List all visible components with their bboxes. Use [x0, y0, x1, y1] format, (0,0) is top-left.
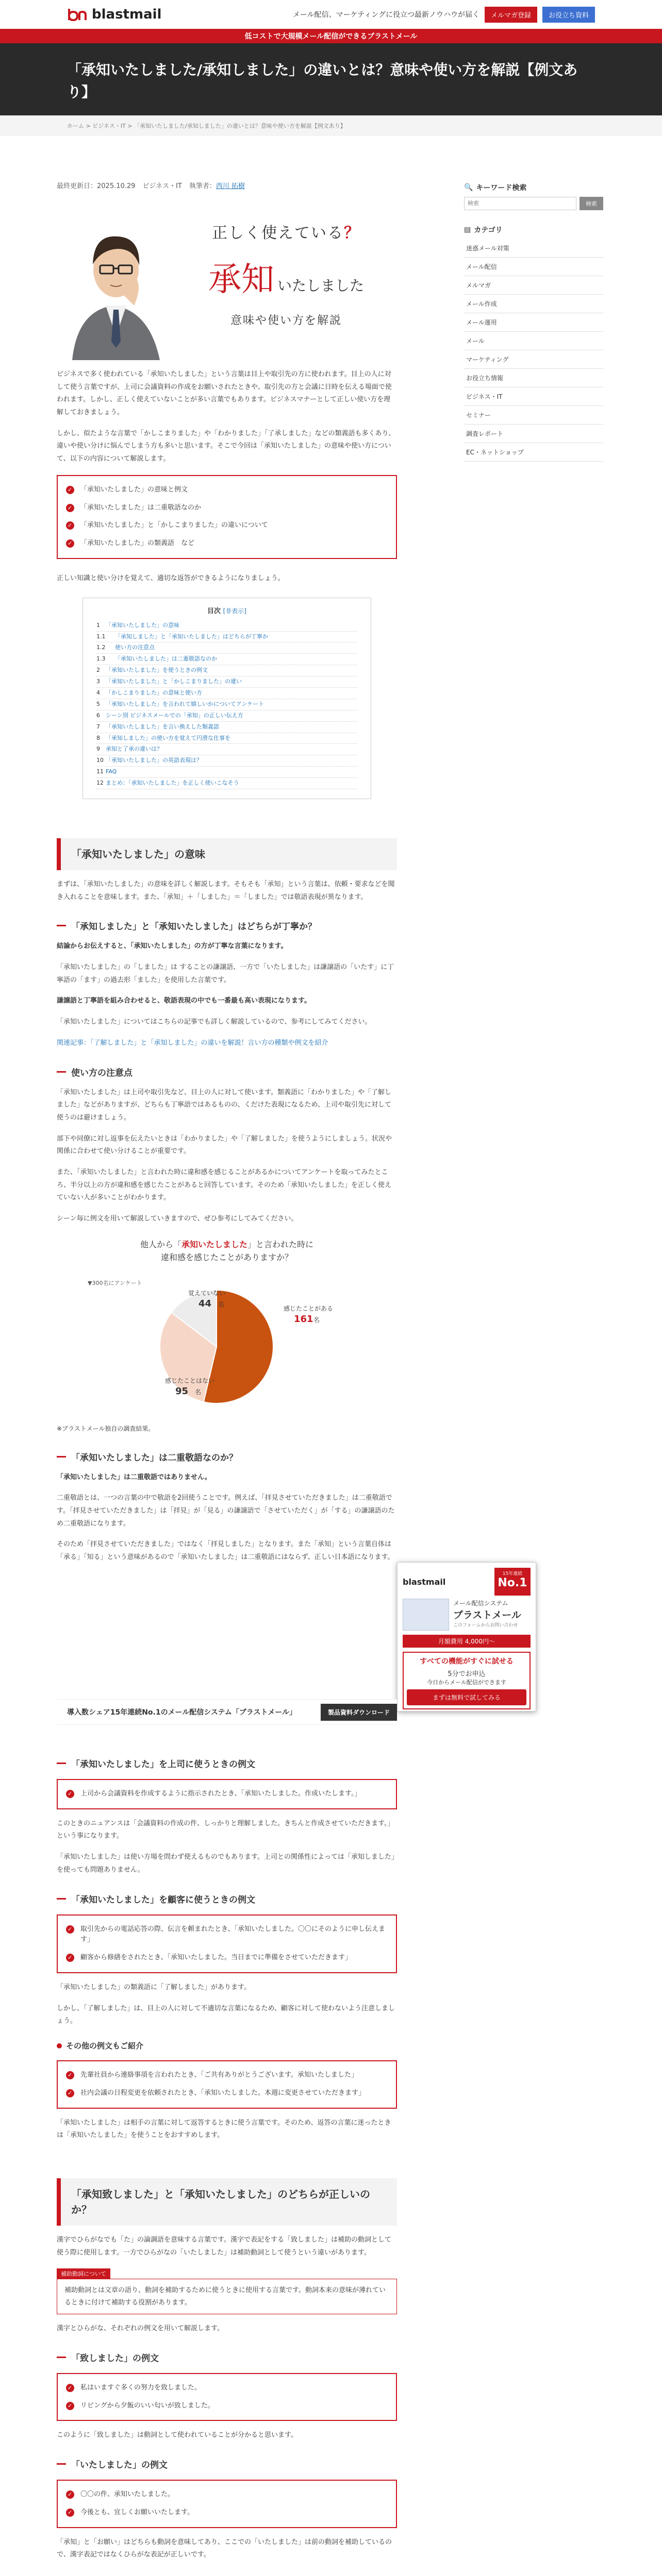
chart-title-part: 」と言われた時に — [247, 1239, 314, 1249]
example-item: リビングから夕飯のいい匂いが致しました。 ✓ — [66, 2397, 388, 2415]
slice-unit: 名 — [313, 1316, 320, 1324]
article-category[interactable]: ビジネス・IT — [142, 182, 182, 190]
example-item: 先輩社員から連絡事項を言われたとき、「ご共有ありがとうございます。承知いたしました」 ✓ — [66, 2066, 388, 2084]
category-item[interactable]: EC・ネットショップ — [464, 443, 603, 462]
related-link[interactable]: 関連記事：「了解しました」と「承知しました」の違いを解説！言い方の種類や例文を紹介 — [57, 1039, 328, 1047]
toc-number: 11 — [96, 768, 104, 775]
eyecatch-main: 承知 — [208, 261, 274, 299]
category-item[interactable]: メール作成 — [464, 295, 603, 313]
slice-label: 覚えていない — [188, 1289, 226, 1297]
check-item: 「承知いたしました」の意味と例文 ✓ — [66, 481, 388, 499]
eyecatch-image — [57, 208, 397, 360]
toc-link[interactable]: 「承知いたしました」は二重敬語なのか — [115, 655, 217, 663]
toc-link[interactable]: 「承知しました」の使い方を覚えて円滑な仕事を — [106, 734, 230, 741]
eyecatch-question-mark: ？ — [344, 224, 360, 242]
toc-number: 1.1 — [96, 633, 106, 640]
related-article-link[interactable] — [57, 1037, 397, 1050]
body-text: 「承知いたしました」は上司や取引先など、目上の人に対して使います。類義語に「わかりました」や「了解しました」などがありますが、どちらも丁寧語ではあるものの、くだけた表現になるため、上司や取引先に対して使うのは避けましょう。 — [57, 1088, 391, 1122]
chart-source: ※ブラストメール独自の調査結果。 — [57, 1425, 155, 1432]
toc-toggle[interactable]: [非表示] — [223, 607, 246, 615]
toc-item[interactable] — [96, 676, 357, 688]
toc-link[interactable]: 「承知いたしました」を言い換えした類義語 — [106, 723, 219, 730]
example-box — [57, 2060, 397, 2109]
intro-paragraph: ビジネスで多く使われている「承知いたしました」という言葉は目上や取引先の方に使われます。目上の人に対して使う言葉ですが、上司に会議資料の作成をお願いされたときや、取引先の方と会議に日時を伝える場面で使われます。しかし、正しく使えていないことが多い言葉でもあります。ビジネスマナーとして正しい使い方を理解しておきましょう。 — [57, 370, 392, 417]
example-item: 取引先からの電話応答の際、伝言を頼まれたとき、「承知いたしました。〇〇にそのように申し伝えます」 ✓ — [66, 1921, 388, 1950]
toc-number: 1 — [96, 621, 100, 629]
ad-screenshot — [403, 1599, 449, 1631]
example-box — [57, 1779, 397, 1809]
banner-text: 導入数シェア15年連続No.1のメール配信システム「ブラストメール」 — [67, 1708, 297, 1717]
toc-item[interactable] — [96, 632, 357, 643]
example-item: 顧客から修繕をされたとき、「承知いたしました。当日までに準備をさせていただきます」 ✓ — [66, 1949, 388, 1967]
table-of-contents — [82, 598, 371, 799]
no1-badge — [494, 1568, 531, 1596]
toc-item[interactable] — [96, 620, 357, 632]
category-heading — [464, 225, 603, 235]
toc-number: 7 — [96, 723, 100, 730]
category-item[interactable]: マーケティング — [464, 350, 603, 369]
example-box — [57, 1914, 397, 1973]
eyecatch-question: 正しく使えている — [212, 224, 344, 242]
toc-item[interactable] — [96, 710, 357, 722]
category-title: カテゴリ — [474, 226, 503, 234]
body-text: このように「致しました」は動詞として使われていることが分かると思います。 — [57, 2431, 297, 2439]
folder-icon: ▤ — [464, 226, 471, 234]
article-continued — [57, 1741, 397, 2576]
author-label: 執筆者： — [189, 182, 216, 190]
body-text: 部下や同僚に対し返事を伝えたいときは「わかりました」や「了解しました」を使うようにしましょう。状況や関係に合わせて使い分けることが重要です。 — [57, 1134, 392, 1156]
toc-link[interactable]: シーン別 ビジネスメールでの「承知」の正しい伝え方 — [106, 711, 243, 719]
toc-item[interactable] — [96, 699, 357, 710]
subsection-heading: 使い方の注意点 — [57, 1065, 397, 1078]
category-item[interactable]: 迷惑メール対策 — [464, 239, 603, 258]
ad-title-small: メール配信システム — [453, 1600, 508, 1607]
toc-item[interactable] — [96, 755, 357, 767]
category-item[interactable]: メール運用 — [464, 313, 603, 332]
body-text: しかし、「了解しました」は、目上の人に対して不適切な言葉になるため、顧客に対して使わないよう注意しましょう。 — [57, 2004, 395, 2025]
minor-heading: その他の例文もご紹介 — [57, 2040, 397, 2051]
example-item: 社内会議の日程変更を依頼されたとき、「承知いたしました。本週に変更させていただきます」 ✓ — [66, 2084, 388, 2103]
body-text: 「承知いたしました」の類義語に「了解しました」があります。 — [57, 1983, 251, 1991]
slice-label: 感じたことはない — [165, 1377, 215, 1384]
eyecatch-main-tail: いたしました — [277, 277, 364, 294]
toc-link[interactable]: 使い方の注意点 — [115, 644, 155, 651]
toc-link[interactable]: 「承知いたしました」の英語表現は？ — [106, 757, 202, 764]
category-item[interactable]: メルマガ — [464, 276, 603, 295]
ad-title: ブラストメール — [453, 1609, 521, 1621]
intro-paragraph: 正しい知識と使い分けを覚えて、適切な返答ができるようになりましょう。 — [57, 574, 285, 582]
toc-list — [96, 620, 357, 789]
category-list — [464, 239, 603, 462]
body-text: 漢字でひらがなでも「た」の論調語を意味する言葉です。漢字で表記をする「致しました」は補助の動詞として使う際に使用します。一方でひらがなの「いたしました」は補助動詞として使うという違いがあります。 — [57, 2235, 391, 2257]
body-text: 「承知いたしました」の「しました」は することの謙譲語、一方で「いたしました」は謙譲語の「いたす」に丁寧語の「ます」の過去形「ました」を使用した言葉です。 — [57, 963, 394, 984]
toc-link[interactable]: 「承知いたしました」の意味 — [106, 621, 179, 629]
product-banner[interactable] — [57, 1699, 397, 1725]
businessman-illustration — [57, 208, 175, 360]
chart-title-part: 他人から「 — [140, 1239, 181, 1249]
article-main — [57, 136, 397, 1564]
page-title: 「承知いたしました/承知しました」の違いとは？意味や使い方を解説【例文あり】 — [67, 61, 578, 101]
page-hero — [0, 43, 662, 115]
subsection-heading: 「承知しました」と「承知いたしました」はどちらが丁寧か？ — [57, 919, 397, 932]
toc-item[interactable] — [96, 688, 357, 699]
check-item: 「承知いたしました」の類義語 など ✓ — [66, 535, 388, 553]
section-heading: 「承知致しました」と「承知いたしました」のどちらが正しいのか？ — [57, 2178, 397, 2226]
body-text: 「承知いたしました」は相手の言葉に対して返答するときに使う言葉です。そのため、返答の言葉に迷ったときは「承知いたしました」を使うことをおすすめします。 — [57, 2119, 391, 2140]
toc-title: 目次 — [207, 607, 221, 615]
survey-chart — [88, 1238, 366, 1421]
search-icon: 🔍 — [464, 183, 473, 192]
toc-item[interactable] — [96, 733, 357, 744]
body-text: 結論からお伝えすると、「承知いたしました」の方が丁寧な言葉になります。 — [57, 942, 288, 951]
site-header — [0, 0, 662, 29]
body-text: 「承知いたしました」は使い方場を問わず使えるものでもあります。上司との関係性によっては「承知しました」を使っても問題ありません。 — [57, 1853, 395, 1874]
toc-number: 3 — [96, 678, 100, 685]
toc-item[interactable] — [96, 767, 357, 778]
slice-label: 感じたことがある — [284, 1304, 334, 1312]
toc-item[interactable] — [96, 722, 357, 733]
chart-title — [88, 1238, 366, 1264]
chart-title-line2: 違和感を感じたことがありますか？ — [160, 1252, 293, 1263]
search-heading — [464, 182, 603, 193]
subsection-heading: 「承知いたしました」を上司に使うときの例文 — [57, 1757, 397, 1770]
sidebar — [464, 182, 603, 462]
toc-item[interactable] — [96, 744, 357, 755]
body-text: 「承知いたしました」は二重敬語ではありません。 — [57, 1473, 211, 1481]
body-text: このときのニュアンスは「会議資料の作成の件、しっかりと理解しました。きちんと作成させていただきます。」という事になります。 — [57, 1819, 394, 1840]
category-item[interactable]: メール配信 — [464, 258, 603, 276]
category-item[interactable]: セミナー — [464, 406, 603, 425]
promo-strip[interactable]: 低コストで大規模メール配信ができるブラストメール — [0, 29, 662, 43]
toc-link[interactable]: まとめ：「承知いたしました」を正しく使いこなそう — [106, 779, 239, 787]
search-input[interactable] — [464, 197, 576, 210]
category-item[interactable]: 調査レポート — [464, 425, 603, 443]
toc-link[interactable]: 「承知いたしました」を使うときの例文 — [106, 667, 208, 674]
ad-cta-mid: 今日からメール配信ができます — [427, 1679, 506, 1686]
category-item[interactable]: お役立ち情報 — [464, 369, 603, 387]
toc-number: 9 — [96, 745, 100, 753]
subsection-heading: 「いたしました」の例文 — [57, 2458, 397, 2470]
download-button[interactable]: 製品資料ダウンロード — [321, 1704, 397, 1721]
toc-number: 6 — [96, 711, 100, 719]
ad-logo: blastmail — [403, 1577, 446, 1587]
body-text: 二重敬語とは、一つの言葉の中で敬語を2回使うことです。例えば、「拝見させていただきました」は二重敬語です。「拝見させていただきました」は「拝見」が「見る」の謙譲語で「させていただく」が「する」の謙譲語のため二重敬語になります。 — [57, 1494, 395, 1528]
toc-number: 5 — [96, 700, 100, 707]
slice-unit: 名 — [195, 1388, 202, 1396]
toc-number: 2 — [96, 667, 100, 674]
pie-chart — [88, 1264, 366, 1419]
toc-number: 4 — [96, 689, 100, 697]
check-item: 「承知いたしました」と「かしこまりました」の違いについて ✓ — [66, 517, 388, 535]
body-text: 「承知」と「お願い」はどちらも動詞を意味してあり、ここでの「いたしました」は前の動詞を補助しているので、漢字表記ではなくひらがな表記が正しいです。 — [57, 2538, 392, 2559]
category-item[interactable]: ビジネス・IT — [464, 387, 603, 406]
toc-link[interactable]: 「かしこまりました」の意味と使い方 — [106, 689, 202, 697]
slice-value: 44 — [198, 1298, 212, 1309]
intro-paragraph: しかし、似たような言葉で「かしこまりました」や「わかりました」「了承しました」などの類義語も多くあり、違いや使い分けに悩んでしまう方も多いと思います。そこで今回は「承知いたしました」の意味や使い方について、以下の内容について解説します。 — [57, 429, 395, 463]
slice-value: 95 — [175, 1385, 189, 1397]
toc-link[interactable]: 「承知しました」と「承知いたしました」はどちらが丁寧か — [115, 633, 268, 640]
logo-text: blastmail — [92, 7, 162, 22]
example-item: 今後とも、宜しくお願いいたします。 ✓ — [66, 2504, 388, 2522]
toc-item[interactable] — [96, 778, 357, 789]
example-item: 私はいますぐ多くの努力を致しました。 ✓ — [66, 2379, 388, 2397]
category-item[interactable]: メール — [464, 332, 603, 350]
ad-price: 月額費用 4,000円〜 — [403, 1635, 531, 1648]
example-item: 〇〇の件、承知いたしました。 ✓ — [66, 2486, 388, 2504]
ad-cta-note: 5分でお申込 — [448, 1670, 486, 1678]
article-meta — [57, 180, 397, 190]
body-text: 謙譲語と丁寧語を組み合わせると、敬語表現の中でも一番最も高い表現になります。 — [57, 997, 311, 1005]
toc-link[interactable]: FAQ — [106, 768, 117, 775]
site-logo[interactable] — [67, 7, 161, 22]
section-heading: 「承知いたしました」の意味 — [57, 838, 397, 870]
toc-number: 1.3 — [96, 655, 106, 663]
toc-link[interactable]: 「承知いたしました」と「かしこまりました」の違い — [106, 678, 242, 685]
subsection-heading: 「承知いたしました」を顧客に使うときの例文 — [57, 1892, 397, 1905]
chart-caption: ▼300名にアンケート — [88, 1279, 142, 1286]
example-item: 上司から会議資料を作成するように指示されたとき、「承知いたしました。作成いたします。」 ✓ — [66, 1785, 388, 1803]
search-title: キーワード検索 — [476, 184, 527, 192]
eyecatch-sub: 意味や使い方を解説 — [230, 314, 342, 327]
toc-item[interactable] — [96, 642, 357, 654]
ad-sub: このフォームからお問い合わせ — [453, 1623, 518, 1628]
author-link[interactable]: 西川 拓樹 — [216, 182, 245, 190]
badge-text: No.1 — [498, 1577, 527, 1589]
body-text: まずは、「承知いたしました」の意味を詳しく解説します。そもそも「承知」という言葉は、依頼・要求などを聞き入れることを意味します。また、「承知」＋「しました」＝「しました」では敬語表現が異なります。 — [57, 880, 395, 901]
example-box — [57, 2373, 397, 2421]
note-tag: 補助動詞について — [57, 2268, 110, 2279]
subsection-heading: 「承知いたしました」は二重敬語なのか？ — [57, 1450, 397, 1463]
body-text: また、「承知いたしました」と言われた時に違和感を感じることがあるかについてアンケートを取ってみたところ、半分以上の方が違和感を感じたことがあると回答しています。そのため「承知いたしました」を正しく使えていない人が多いことがわかります。 — [57, 1168, 391, 1202]
floating-ad[interactable] — [397, 1562, 536, 1711]
toc-number: 1.2 — [96, 644, 106, 651]
toc-number: 8 — [96, 734, 100, 741]
toc-item[interactable] — [96, 654, 357, 665]
search-button[interactable]: 検索 — [580, 197, 603, 210]
toc-number: 10 — [96, 757, 104, 764]
slice-unit: 名 — [218, 1300, 225, 1308]
body-text: そのため「拝見させていただきました」ではなく「拝見しました」となります。また「承知」という言葉自体は「承る」「知る」という意味があるので「承知いたしました」は二重敬語にはならず、正しい日本語になります。 — [57, 1540, 394, 1562]
ad-cta-button[interactable]: まずは無料で試してみる — [407, 1689, 526, 1705]
badge-top: 15年連続 — [502, 1571, 523, 1577]
updated-date: 最終更新日：2025.10.29 — [57, 182, 136, 190]
toc-item[interactable] — [96, 665, 357, 676]
body-text: シーン毎に例文を用いて解説していきますので、ぜひ参考にしてみてください。 — [57, 1215, 298, 1223]
note-box: 補助動詞とは文章の語り、動詞を補助するために使うときに使用する言葉です。動詞本来の意味が薄れているときに付けて補助する役割があります。 — [57, 2279, 397, 2314]
resources-button[interactable]: お役立ち資料 — [542, 7, 595, 23]
ad-cta-top: すべての機能がすぐに試せる — [420, 1657, 514, 1666]
check-item: 「承知いたしました」は二重敬語なのか ✓ — [66, 499, 388, 517]
header-tagline: メール配信、マーケティングに役立つ最新ノウハウが届く — [292, 11, 479, 19]
toc-number: 12 — [96, 779, 104, 787]
chart-title-emphasis: 承知いたしました — [181, 1239, 247, 1249]
subsection-heading: 「致しました」の例文 — [57, 2351, 397, 2364]
toc-link[interactable]: 承知と了承の違いは？ — [106, 745, 162, 753]
body-text: 「承知いたしました」についてはこちらの記事でも詳しく解説しているので、参考にしてみてください。 — [57, 1018, 372, 1026]
toc-link[interactable]: 「承知いたしました」を言われて嬉しいかについてアンケート — [106, 700, 264, 707]
breadcrumb[interactable]: ホーム > ビジネス・IT > 「承知いたしました/承知しました」の違いとは？意味や使い方を解説【例文あり】 — [0, 115, 662, 136]
slice-value: 161 — [294, 1313, 313, 1325]
newsletter-button[interactable]: メルマガ登録 — [485, 7, 537, 23]
intro-points — [57, 475, 397, 559]
logo-mark-icon — [67, 7, 88, 22]
body-text: 漢字とひらがな、それぞれの例文を用いて解説します。 — [57, 2325, 224, 2333]
example-box — [57, 2480, 397, 2528]
